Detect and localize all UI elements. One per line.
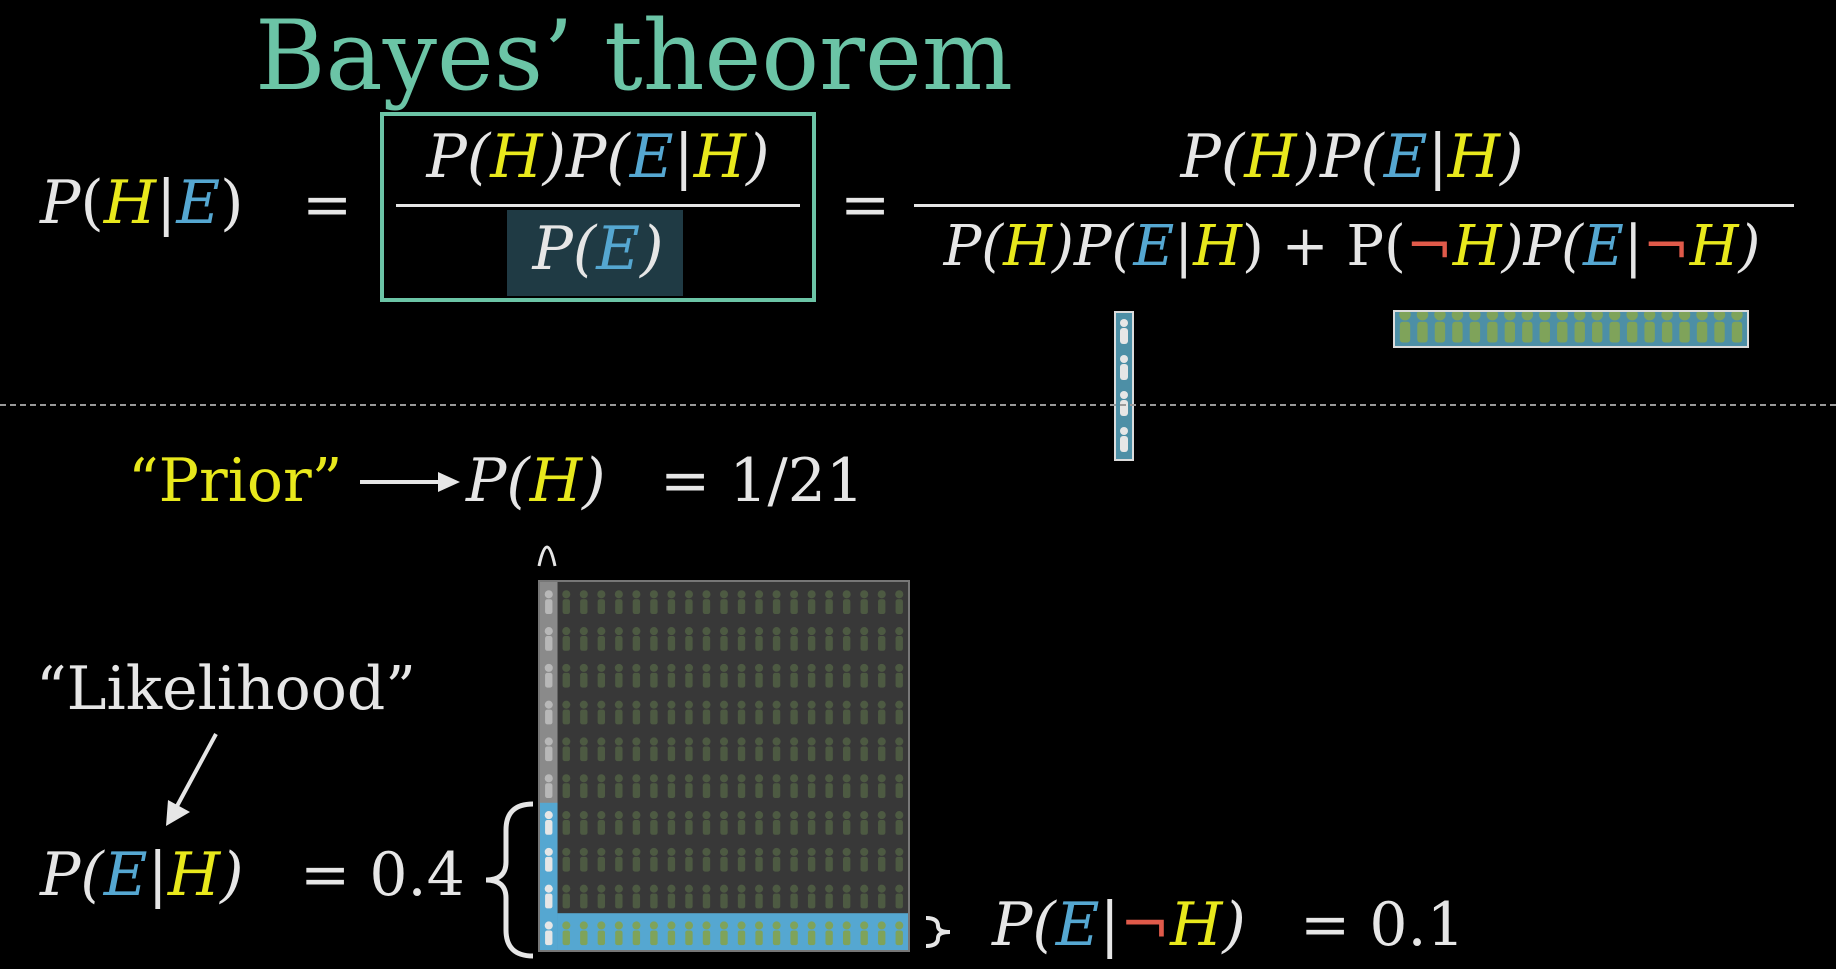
person-icon [808,627,816,651]
person-icon [580,885,588,909]
person-icon [1609,312,1620,343]
person-icon [650,627,658,651]
person-icon [825,921,833,945]
person-icon [773,885,781,909]
person-icon [685,701,693,725]
person-icon [597,701,605,725]
person-icon [562,590,570,614]
evidence-given-not-h-region [558,913,908,950]
person-icon [597,664,605,688]
person-icon [860,701,868,725]
person-icon [580,848,588,872]
not-h-brace-icon [920,912,960,952]
person-icon [562,664,570,688]
prior-arrow-icon [360,467,460,497]
person-icon [597,885,605,909]
person-icon [562,737,570,761]
person-icon [878,774,886,798]
person-icon [895,774,903,798]
person-icon [650,921,658,945]
likelihood-expression: P(E|H) [40,840,244,910]
person-icon [720,921,728,945]
person-icon [895,701,903,725]
person-icon [1522,312,1533,343]
person-icon [615,664,623,688]
person-icon [825,590,833,614]
population-people [540,582,908,950]
person-icon [632,590,640,614]
person-icon [667,737,675,761]
person-icon [1120,319,1128,344]
person-icon [580,774,588,798]
lhs-bar: | [156,168,177,238]
person-icon [545,921,553,945]
person-icon [597,848,605,872]
person-icon [895,811,903,835]
prior-pointer-icon [535,532,559,568]
person-icon [773,664,781,688]
population-grid [538,580,910,952]
person-icon [878,737,886,761]
box-numerator: P(H)P(E|H) [426,122,770,192]
person-icon [1539,312,1550,343]
person-icon [632,664,640,688]
person-icon [755,664,763,688]
person-icon [702,701,710,725]
person-icon [562,921,570,945]
person-icon [545,885,553,909]
likelihood-value: = 0.4 [300,840,465,910]
person-icon [632,774,640,798]
person-icon [632,627,640,651]
person-icon [825,811,833,835]
person-icon [755,590,763,614]
person-icon [895,664,903,688]
person-icon [667,590,675,614]
lhs-open: ( [80,168,104,238]
person-icon [720,664,728,688]
person-icon [737,737,745,761]
person-icon [878,701,886,725]
person-icon [702,590,710,614]
person-icon [545,701,553,725]
person-icon [808,811,816,835]
person-icon [667,664,675,688]
person-icon [720,737,728,761]
person-icon [773,811,781,835]
person-icon [650,590,658,614]
likelihood-label: “Likelihood” [36,654,416,724]
person-icon [545,774,553,798]
person-icon [615,737,623,761]
person-icon [597,811,605,835]
expanded-denominator: P(H)P(E|H) + P(¬H)P(E|¬H) [943,214,1761,279]
person-icon [597,774,605,798]
person-icon [808,848,816,872]
person-icon [1417,312,1428,343]
person-icon [1434,312,1445,343]
person-icon [720,848,728,872]
person-icon [685,627,693,651]
person-icon [685,921,693,945]
person-icon [860,590,868,614]
person-icon [825,701,833,725]
not-h-and-e-strip [1393,310,1749,348]
person-icon [632,811,640,835]
equals-1: = [302,170,353,240]
person-icon [755,885,763,909]
person-icon [843,590,851,614]
person-icon [755,774,763,798]
person-icon [685,848,693,872]
person-icon [860,737,868,761]
person-icon [790,774,798,798]
person-icon [580,590,588,614]
person-icon [632,848,640,872]
person-icon [580,811,588,835]
person-icon [632,701,640,725]
not-h-and-e-people [1395,312,1747,346]
person-icon [860,664,868,688]
person-icon [615,627,623,651]
h-and-e-people [1116,313,1132,459]
person-icon [667,627,675,651]
person-icon [825,774,833,798]
person-icon [667,774,675,798]
person-icon [755,737,763,761]
person-icon [545,848,553,872]
person-icon [1557,312,1568,343]
person-icon [580,737,588,761]
person-icon [685,811,693,835]
person-icon [773,627,781,651]
person-icon [878,590,886,614]
equals-2: = [840,170,891,240]
person-icon [895,590,903,614]
person-icon [580,627,588,651]
person-icon [562,774,570,798]
person-icon [773,848,781,872]
person-icon [650,737,658,761]
person-icon [1504,312,1515,343]
person-icon [1696,312,1707,343]
person-icon [1120,355,1128,380]
person-icon [895,627,903,651]
person-icon [860,627,868,651]
person-icon [580,921,588,945]
person-icon [895,848,903,872]
person-icon [1574,312,1585,343]
person-icon [597,921,605,945]
person-icon [1452,312,1463,343]
person-icon [1591,312,1602,343]
person-icon [843,627,851,651]
person-icon [808,590,816,614]
person-icon [895,921,903,945]
person-icon [615,921,623,945]
person-icon [755,848,763,872]
person-icon [790,921,798,945]
prior-value: = 1/21 [660,446,865,516]
person-icon [790,627,798,651]
person-icon [878,811,886,835]
person-icon [1714,312,1725,343]
person-icon [702,774,710,798]
person-icon [790,811,798,835]
person-icon [615,590,623,614]
person-icon [737,885,745,909]
person-icon [545,664,553,688]
person-icon [790,701,798,725]
person-icon [843,701,851,725]
lhs-close: ) [220,168,244,238]
person-icon [843,921,851,945]
divider [0,404,1836,406]
expanded-fraction-line [914,204,1794,207]
person-icon [562,627,570,651]
lhs-p: P [40,168,81,238]
person-icon [773,701,781,725]
person-icon [1661,312,1672,343]
person-icon [773,774,781,798]
person-icon [825,627,833,651]
person-icon [650,811,658,835]
person-icon [790,664,798,688]
person-icon [720,701,728,725]
person-icon [702,664,710,688]
person-icon [773,590,781,614]
box-fraction-line [396,204,800,207]
person-icon [632,921,640,945]
person-icon [878,848,886,872]
prior-label: “Prior” [128,446,343,516]
person-icon [878,664,886,688]
person-icon [1644,312,1655,343]
not-h-likelihood-expression: P(E|¬H) [992,890,1246,960]
person-icon [773,737,781,761]
person-icon [843,848,851,872]
person-icon [562,848,570,872]
person-icon [650,774,658,798]
prior-expression: P(H) [466,446,606,516]
person-icon [755,811,763,835]
person-icon [580,664,588,688]
person-icon [808,664,816,688]
person-icon [808,774,816,798]
person-icon [1120,427,1128,452]
person-icon [755,627,763,651]
person-icon [825,885,833,909]
person-icon [737,590,745,614]
person-icon [562,885,570,909]
person-icon [895,885,903,909]
person-icon [1469,312,1480,343]
person-icon [632,885,640,909]
h-and-e-strip [1114,311,1134,461]
person-icon [808,921,816,945]
person-icon [825,737,833,761]
not-h-likelihood-value: = 0.1 [1300,890,1465,960]
person-icon [615,774,623,798]
person-icon [685,774,693,798]
person-icon [667,701,675,725]
person-icon [843,664,851,688]
person-icon [685,590,693,614]
person-icon [808,885,816,909]
person-icon [720,774,728,798]
title: Bayes’ theorem [255,0,1013,112]
person-icon [737,627,745,651]
person-icon [650,848,658,872]
person-icon [720,811,728,835]
person-icon [825,848,833,872]
person-icon [702,921,710,945]
formula-lhs [40,168,244,238]
expanded-numerator: P(H)P(E|H) [1180,122,1524,192]
person-icon [895,737,903,761]
person-icon [1731,312,1742,343]
person-icon [790,885,798,909]
person-icon [562,811,570,835]
person-icon [720,627,728,651]
person-icon [1399,312,1410,343]
person-icon [1679,312,1690,343]
person-icon [843,811,851,835]
person-icon [825,664,833,688]
person-icon [755,701,763,725]
person-icon [860,848,868,872]
box-denominator: P(E) [532,214,664,284]
person-icon [702,885,710,909]
person-icon [860,774,868,798]
person-icon [878,885,886,909]
person-icon [650,701,658,725]
likelihood-brace-icon [478,800,538,960]
person-icon [878,921,886,945]
lhs-e: E [176,168,221,238]
lhs-h: H [103,168,157,238]
person-icon [597,590,605,614]
person-icon [667,921,675,945]
person-icon [702,848,710,872]
person-icon [720,885,728,909]
person-icon [580,701,588,725]
person-icon [632,737,640,761]
person-icon [790,590,798,614]
person-icon [685,664,693,688]
person-icon [720,590,728,614]
person-icon [667,848,675,872]
person-icon [773,921,781,945]
person-icon [615,701,623,725]
person-icon [650,664,658,688]
person-icon [615,811,623,835]
person-icon [702,811,710,835]
person-icon [702,627,710,651]
person-icon [1487,312,1498,343]
person-icon [737,811,745,835]
person-icon [685,737,693,761]
person-icon [808,701,816,725]
person-icon [667,885,675,909]
person-icon [737,664,745,688]
person-icon [860,885,868,909]
person-icon [1626,312,1637,343]
person-icon [667,811,675,835]
likelihood-arrow-icon [160,730,230,830]
person-icon [545,590,553,614]
person-icon [860,811,868,835]
person-icon [545,737,553,761]
person-icon [597,737,605,761]
person-icon [545,811,553,835]
person-icon [545,627,553,651]
person-icon [597,627,605,651]
person-icon [737,701,745,725]
person-icon [790,848,798,872]
person-icon [615,848,623,872]
person-icon [737,774,745,798]
person-icon [650,885,658,909]
person-icon [843,885,851,909]
person-icon [702,737,710,761]
person-icon [860,921,868,945]
person-icon [790,737,798,761]
person-icon [737,921,745,945]
person-icon [808,737,816,761]
person-icon [562,701,570,725]
person-icon [843,737,851,761]
person-icon [615,885,623,909]
person-icon [755,921,763,945]
person-icon [843,774,851,798]
person-icon [685,885,693,909]
person-icon [878,627,886,651]
person-icon [737,848,745,872]
